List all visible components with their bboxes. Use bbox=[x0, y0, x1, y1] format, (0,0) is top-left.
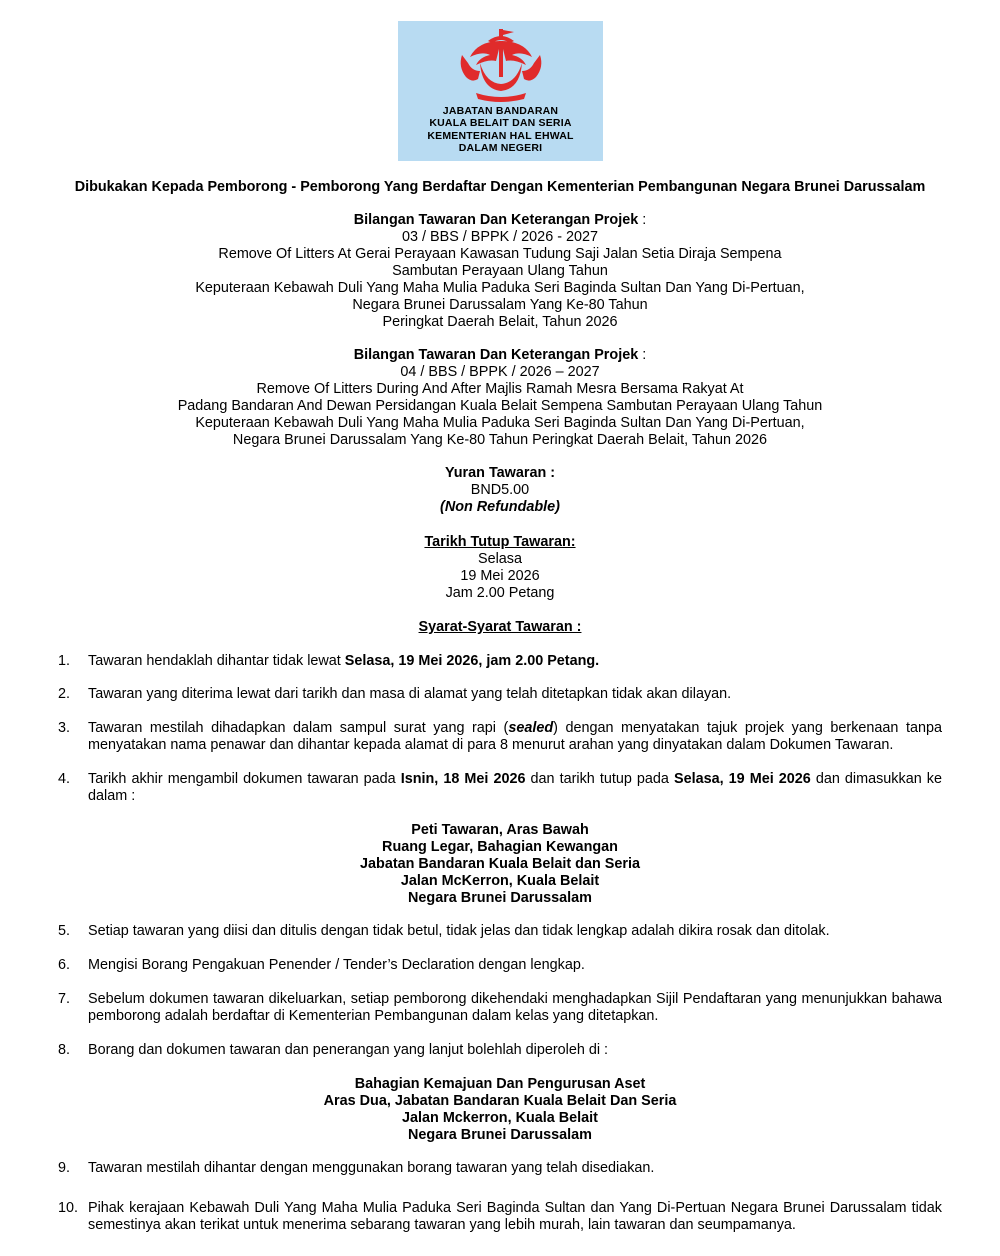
item-number: 1. bbox=[58, 653, 71, 669]
closing-line: Jam 2.00 Petang bbox=[445, 585, 555, 601]
condition-item-6 bbox=[58, 957, 942, 974]
project-heading: Bilangan Tawaran Dan Keterangan Projek bbox=[353, 212, 639, 228]
item-number: 7. bbox=[58, 991, 71, 1007]
item-number: 10. bbox=[58, 1200, 79, 1216]
project-line: Sambutan Perayaan Ulang Tahun bbox=[392, 263, 608, 279]
logo-line: KUALA BELAIT DAN SERIA bbox=[429, 117, 572, 130]
item-number: 3. bbox=[58, 720, 71, 736]
fee-amount: BND5.00 bbox=[470, 482, 530, 498]
address-line: Jalan McKerron, Kuala Belait bbox=[400, 873, 600, 889]
address-line: Aras Dua, Jabatan Bandaran Kuala Belait Dan Seria bbox=[323, 1093, 677, 1109]
condition-item-7 bbox=[58, 991, 942, 1025]
project-line: Padang Bandaran And Dewan Persidangan Kuala Belait Sempena Sambutan Perayaan Ulang Tahun bbox=[177, 398, 823, 414]
tender-fee bbox=[0, 465, 1000, 516]
address-line: Negara Brunei Darussalam bbox=[408, 1127, 592, 1143]
intro-text: Dibukakan Kepada Pemborong - Pemborong Yang Berdaftar Dengan Kementerian Pembangunan Negara Brunei Darussalam bbox=[74, 179, 926, 195]
item-text: Pihak kerajaan Kebawah Duli Yang Maha Mulia Paduka Seri Baginda Sultan dan Yang Di-Pertuan Negara Brunei Darussalam tidak semestinya akan terikat untuk menerima sebarang tawaran yang lebih murah, lain tawaran dan seumpamanya. bbox=[88, 1200, 942, 1233]
item-bold-text: Isnin, 18 Mei 2026 bbox=[400, 771, 526, 787]
condition-item-2 bbox=[58, 686, 942, 703]
closing-heading: Tarikh Tutup Tawaran: bbox=[424, 534, 576, 550]
item-text: Tawaran mestilah dihadapkan dalam sampul surat yang rapi ( bbox=[88, 720, 509, 736]
closing-date bbox=[0, 534, 1000, 602]
item-text: ) dengan menyatakan tajuk projek yang berkenaan tanpa menyatakan nama penawar dan dihantar kepada alamat di para 8 menurut arahan yang dinyatakan dalam Dokumen Tawaran. bbox=[88, 720, 942, 753]
item-number: 4. bbox=[58, 771, 71, 787]
logo-line: JABATAN BANDARAN bbox=[442, 105, 559, 117]
fee-heading: Yuran Tawaran : bbox=[444, 465, 556, 481]
project-2 bbox=[0, 347, 1000, 449]
brunei-crest-icon bbox=[458, 27, 544, 105]
condition-item-5 bbox=[58, 923, 942, 940]
item-bold-text: Selasa, 19 Mei 2026 bbox=[674, 771, 811, 787]
logo-line: KEMENTERIAN HAL EHWAL bbox=[427, 129, 574, 142]
department-logo bbox=[398, 21, 603, 161]
address-line: Ruang Legar, Bahagian Kewangan bbox=[382, 839, 618, 855]
item-number: 5. bbox=[58, 923, 71, 939]
conditions-heading: Syarat-Syarat Tawaran : bbox=[418, 619, 582, 635]
item-italic-text: sealed bbox=[508, 720, 554, 736]
closing-line: 19 Mei 2026 bbox=[460, 568, 540, 584]
address-line: Bahagian Kemajuan Dan Pengurusan Aset bbox=[354, 1076, 646, 1092]
condition-item-4 bbox=[58, 771, 942, 805]
item-text: Tarikh akhir mengambil dokumen tawaran pada bbox=[88, 771, 401, 787]
item-text: dan dimasukkan ke dalam : bbox=[88, 771, 942, 804]
item-text: Borang dan dokumen tawaran dan penerangan yang lanjut bolehlah diperoleh di : bbox=[88, 1042, 609, 1058]
item-number: 6. bbox=[58, 957, 71, 973]
condition-item-9 bbox=[58, 1160, 942, 1177]
item-text: Tawaran yang diterima lewat dari tarikh dan masa di alamat yang telah ditetapkan tidak akan dilayan. bbox=[88, 686, 732, 702]
item-text: Sebelum dokumen tawaran dikeluarkan, setiap pemborong dikehendaki menghadapkan Sijil Pendaftaran yang menunjukkan bahawa pemborong adalah berdaftar di Kementerian Pembangunan dalam kelas yang ditetapkan. bbox=[88, 991, 942, 1024]
project-line: Peringkat Daerah Belait, Tahun 2026 bbox=[382, 314, 618, 330]
fee-note: (Non Refundable) bbox=[440, 499, 560, 515]
item-text: Tawaran mestilah dihantar dengan menggunakan borang tawaran yang telah disediakan. bbox=[88, 1160, 655, 1176]
item-number: 9. bbox=[58, 1160, 71, 1176]
logo-line: DALAM NEGERI bbox=[458, 141, 543, 154]
project-line: Keputeraan Kebawah Duli Yang Maha Mulia Paduka Seri Baginda Sultan Dan Yang Di-Pertuan, bbox=[195, 415, 805, 431]
address-asset-division bbox=[0, 1076, 1000, 1144]
address-line: Peti Tawaran, Aras Bawah bbox=[411, 822, 589, 838]
address-line: Negara Brunei Darussalam bbox=[408, 890, 592, 906]
address-line: Jabatan Bandaran Kuala Belait dan Seria bbox=[360, 856, 640, 872]
item-bold-text: Selasa, 19 Mei 2026, jam 2.00 Petang. bbox=[344, 653, 600, 669]
heading-colon: : bbox=[638, 212, 647, 228]
item-text: Tawaran hendaklah dihantar tidak lewat bbox=[88, 653, 345, 669]
project-line: Remove Of Litters During And After Majlis Ramah Mesra Bersama Rakyat At bbox=[256, 381, 744, 397]
address-line: Jalan Mckerron, Kuala Belait bbox=[402, 1110, 598, 1126]
project-line: Negara Brunei Darussalam Yang Ke-80 Tahun Peringkat Daerah Belait, Tahun 2026 bbox=[232, 432, 768, 448]
condition-item-3 bbox=[58, 720, 942, 754]
project-heading: Bilangan Tawaran Dan Keterangan Projek bbox=[353, 347, 639, 363]
item-text: Setiap tawaran yang diisi dan ditulis dengan tidak betul, tidak jelas dan tidak lengkap adalah dikira rosak dan ditolak. bbox=[88, 923, 830, 939]
condition-item-8 bbox=[58, 1042, 942, 1059]
project-line: Remove Of Litters At Gerai Perayaan Kawasan Tudung Saji Jalan Setia Diraja Sempena bbox=[218, 246, 782, 262]
project-line: Keputeraan Kebawah Duli Yang Maha Mulia Paduka Seri Baginda Sultan Dan Yang Di-Pertuan, bbox=[195, 280, 805, 296]
item-text: Mengisi Borang Pengakuan Penender / Tender’s Declaration dengan lengkap. bbox=[88, 957, 585, 973]
item-number: 8. bbox=[58, 1042, 71, 1058]
project-1 bbox=[0, 212, 1000, 331]
condition-item-10 bbox=[58, 1200, 942, 1234]
condition-item-1 bbox=[58, 653, 942, 670]
project-line: 04 / BBS / BPPK / 2026 – 2027 bbox=[400, 364, 600, 380]
project-line: 03 / BBS / BPPK / 2026 - 2027 bbox=[402, 229, 598, 245]
item-number: 2. bbox=[58, 686, 71, 702]
address-tender-box bbox=[0, 822, 1000, 907]
item-text: dan tarikh tutup pada bbox=[525, 771, 674, 787]
project-line: Negara Brunei Darussalam Yang Ke-80 Tahun bbox=[352, 297, 648, 313]
closing-line: Selasa bbox=[477, 551, 522, 567]
heading-colon: : bbox=[638, 347, 647, 363]
logo-text bbox=[398, 105, 603, 154]
